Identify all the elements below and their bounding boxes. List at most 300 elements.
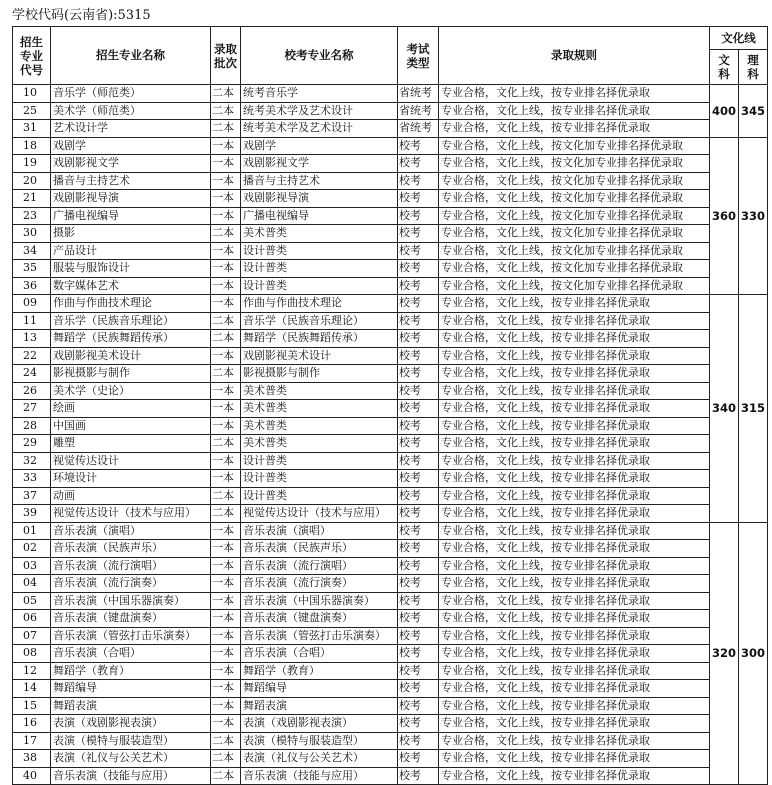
cell-code: 03 [13, 557, 51, 575]
header-wen-line-2: 科 [718, 67, 730, 81]
cell-code: 07 [13, 627, 51, 645]
cell-code: 06 [13, 610, 51, 628]
table-row [13, 487, 768, 505]
header-batch-line-2: 批次 [214, 55, 237, 70]
cell-exam-type: 校考 [398, 592, 439, 610]
cell-batch: 二本 [211, 120, 241, 138]
cell-major: 戏剧影视导演 [51, 190, 211, 208]
cell-batch: 一本 [211, 172, 241, 190]
table-row [13, 172, 768, 190]
cell-school-major: 美术普类 [241, 225, 398, 243]
cell-batch: 一本 [211, 155, 241, 173]
cell-code: 31 [13, 120, 51, 138]
cell-batch: 二本 [211, 102, 241, 120]
cell-major: 广播电视编导 [51, 207, 211, 225]
cell-code: 20 [13, 172, 51, 190]
table-row [13, 417, 768, 435]
cell-culture-li: 330 [739, 137, 768, 295]
cell-batch: 一本 [211, 347, 241, 365]
cell-school-major: 音乐表演（演唱） [241, 522, 398, 540]
cell-batch: 二本 [211, 732, 241, 750]
table-row [13, 627, 768, 645]
cell-batch: 二本 [211, 330, 241, 348]
cell-batch: 一本 [211, 417, 241, 435]
cell-exam-type: 校考 [398, 540, 439, 558]
cell-school-major: 表演（戏剧影视表演） [241, 715, 398, 733]
header-batch-line-1: 录取 [214, 41, 237, 56]
header-wen [710, 50, 739, 85]
cell-major: 美术学（师范类） [51, 102, 211, 120]
cell-exam-type: 校考 [398, 452, 439, 470]
cell-school-major: 音乐表演（中国乐器演奏） [241, 592, 398, 610]
table-row [13, 435, 768, 453]
table-row [13, 155, 768, 173]
cell-major: 音乐表演（民族声乐） [51, 540, 211, 558]
cell-exam-type: 校考 [398, 172, 439, 190]
cell-rule: 专业合格，文化上线，按专业排名择优录取 [439, 697, 710, 715]
cell-school-major: 戏剧影视导演 [241, 190, 398, 208]
cell-rule: 专业合格，文化上线，按文化加专业排名择优录取 [439, 260, 710, 278]
cell-major: 表演（模特与服装造型） [51, 732, 211, 750]
cell-school-major: 表演（模特与服装造型） [241, 732, 398, 750]
cell-code: 39 [13, 505, 51, 523]
cell-exam-type: 校考 [398, 522, 439, 540]
cell-rule: 专业合格，文化上线，按专业排名择优录取 [439, 382, 710, 400]
school-code-label: 学校代码(云南省):5315 [12, 8, 151, 23]
cell-rule: 专业合格，文化上线，按专业排名择优录取 [439, 102, 710, 120]
table-row [13, 85, 768, 103]
cell-code: 01 [13, 522, 51, 540]
cell-rule: 专业合格，文化上线，按专业排名择优录取 [439, 662, 710, 680]
table-row [13, 680, 768, 698]
table-row [13, 767, 768, 785]
cell-code: 05 [13, 592, 51, 610]
cell-code: 08 [13, 645, 51, 663]
cell-major: 音乐表演（键盘演奏） [51, 610, 211, 628]
cell-rule: 专业合格，文化上线，按专业排名择优录取 [439, 470, 710, 488]
cell-major: 绘画 [51, 400, 211, 418]
cell-rule: 专业合格，文化上线，按专业排名择优录取 [439, 522, 710, 540]
cell-rule: 专业合格，文化上线，按文化加专业排名择优录取 [439, 277, 710, 295]
cell-batch: 二本 [211, 487, 241, 505]
cell-exam-type: 校考 [398, 680, 439, 698]
cell-school-major: 美术普类 [241, 417, 398, 435]
header-li [739, 50, 768, 85]
cell-major: 音乐表演（合唱） [51, 645, 211, 663]
cell-major: 音乐表演（管弦打击乐演奏） [51, 627, 211, 645]
cell-rule: 专业合格，文化上线，按专业排名择优录取 [439, 732, 710, 750]
cell-rule: 专业合格，文化上线，按专业排名择优录取 [439, 645, 710, 663]
cell-exam-type: 校考 [398, 382, 439, 400]
cell-batch: 一本 [211, 137, 241, 155]
cell-batch: 一本 [211, 242, 241, 260]
cell-major: 舞蹈学（民族舞蹈传承） [51, 330, 211, 348]
cell-culture-li: 315 [739, 295, 768, 523]
cell-batch: 二本 [211, 365, 241, 383]
table-row [13, 610, 768, 628]
cell-major: 数字媒体艺术 [51, 277, 211, 295]
table-row [13, 557, 768, 575]
header-li-line-1: 理 [747, 53, 759, 67]
table-row [13, 382, 768, 400]
cell-batch: 一本 [211, 610, 241, 628]
cell-exam-type: 校考 [398, 242, 439, 260]
header-exam-type-line-1: 考试 [406, 41, 430, 56]
cell-rule: 专业合格，文化上线，按专业排名择优录取 [439, 435, 710, 453]
cell-code: 32 [13, 452, 51, 470]
cell-school-major: 戏剧影视美术设计 [241, 347, 398, 365]
cell-exam-type: 校考 [398, 155, 439, 173]
cell-batch: 一本 [211, 400, 241, 418]
cell-culture-wen: 340 [710, 295, 739, 523]
cell-exam-type: 校考 [398, 207, 439, 225]
cell-batch: 一本 [211, 382, 241, 400]
cell-exam-type: 校考 [398, 557, 439, 575]
cell-culture-li: 300 [739, 522, 768, 785]
cell-major: 动画 [51, 487, 211, 505]
cell-rule: 专业合格，文化上线，按专业排名择优录取 [439, 505, 710, 523]
cell-school-major: 戏剧学 [241, 137, 398, 155]
cell-exam-type: 校考 [398, 662, 439, 680]
cell-exam-type: 校考 [398, 312, 439, 330]
cell-code: 19 [13, 155, 51, 173]
cell-school-major: 舞蹈学（民族舞蹈传承） [241, 330, 398, 348]
table-row [13, 190, 768, 208]
cell-exam-type: 校考 [398, 260, 439, 278]
cell-major: 音乐表演（演唱） [51, 522, 211, 540]
cell-exam-type: 校考 [398, 505, 439, 523]
cell-rule: 专业合格，文化上线，按专业排名择优录取 [439, 715, 710, 733]
cell-batch: 二本 [211, 505, 241, 523]
table-row [13, 575, 768, 593]
cell-major: 音乐学（民族音乐理论） [51, 312, 211, 330]
cell-school-major: 统考音乐学 [241, 85, 398, 103]
cell-school-major: 播音与主持艺术 [241, 172, 398, 190]
cell-batch: 一本 [211, 260, 241, 278]
cell-rule: 专业合格，文化上线，按专业排名择优录取 [439, 330, 710, 348]
cell-school-major: 美术普类 [241, 382, 398, 400]
header-exam-type-line-2: 类型 [406, 55, 430, 70]
cell-rule: 专业合格，文化上线，按文化加专业排名择优录取 [439, 172, 710, 190]
cell-exam-type: 校考 [398, 295, 439, 313]
cell-rule: 专业合格，文化上线，按专业排名择优录取 [439, 592, 710, 610]
cell-major: 音乐表演（流行演唱） [51, 557, 211, 575]
cell-major: 影视摄影与制作 [51, 365, 211, 383]
cell-school-major: 音乐表演（合唱） [241, 645, 398, 663]
header-culture-line: 文化线 [710, 27, 768, 50]
cell-culture-wen: 400 [710, 85, 739, 138]
cell-exam-type: 校考 [398, 330, 439, 348]
cell-school-major: 表演（礼仪与公关艺术） [241, 750, 398, 768]
cell-exam-type: 校考 [398, 137, 439, 155]
cell-school-major: 设计普类 [241, 470, 398, 488]
cell-major: 戏剧影视文学 [51, 155, 211, 173]
cell-code: 33 [13, 470, 51, 488]
cell-culture-li: 345 [739, 85, 768, 138]
header-rule: 录取规则 [439, 27, 710, 85]
cell-exam-type: 校考 [398, 417, 439, 435]
cell-major: 音乐表演（流行演奏） [51, 575, 211, 593]
cell-rule: 专业合格，文化上线，按专业排名择优录取 [439, 347, 710, 365]
cell-school-major: 设计普类 [241, 277, 398, 295]
table-row [13, 645, 768, 663]
cell-rule: 专业合格，文化上线，按专业排名择优录取 [439, 767, 710, 785]
cell-exam-type: 省统考 [398, 120, 439, 138]
cell-major: 产品设计 [51, 242, 211, 260]
cell-batch: 一本 [211, 627, 241, 645]
cell-code: 24 [13, 365, 51, 383]
cell-major: 舞蹈学（教育） [51, 662, 211, 680]
cell-exam-type: 校考 [398, 697, 439, 715]
cell-code: 30 [13, 225, 51, 243]
cell-exam-type: 校考 [398, 400, 439, 418]
header-code-line-1: 招生 [20, 34, 43, 49]
cell-major: 美术学（史论） [51, 382, 211, 400]
cell-school-major: 统考美术学及艺术设计 [241, 102, 398, 120]
cell-major: 舞蹈编导 [51, 680, 211, 698]
cell-code: 14 [13, 680, 51, 698]
cell-code: 13 [13, 330, 51, 348]
cell-rule: 专业合格，文化上线，按专业排名择优录取 [439, 540, 710, 558]
cell-rule: 专业合格，文化上线，按文化加专业排名择优录取 [439, 242, 710, 260]
cell-major: 音乐表演（中国乐器演奏） [51, 592, 211, 610]
cell-code: 02 [13, 540, 51, 558]
cell-rule: 专业合格，文化上线，按文化加专业排名择优录取 [439, 207, 710, 225]
cell-exam-type: 校考 [398, 347, 439, 365]
cell-major: 音乐学（师范类） [51, 85, 211, 103]
cell-exam-type: 校考 [398, 732, 439, 750]
cell-exam-type: 校考 [398, 610, 439, 628]
cell-exam-type: 校考 [398, 365, 439, 383]
cell-exam-type: 校考 [398, 750, 439, 768]
table-row [13, 505, 768, 523]
cell-exam-type: 校考 [398, 225, 439, 243]
table-row [13, 592, 768, 610]
cell-school-major: 音乐表演（键盘演奏） [241, 610, 398, 628]
cell-exam-type: 校考 [398, 435, 439, 453]
cell-major: 摄影 [51, 225, 211, 243]
cell-batch: 一本 [211, 715, 241, 733]
cell-code: 23 [13, 207, 51, 225]
cell-batch: 一本 [211, 295, 241, 313]
cell-batch: 二本 [211, 225, 241, 243]
cell-major: 戏剧学 [51, 137, 211, 155]
cell-major: 戏剧影视美术设计 [51, 347, 211, 365]
header-batch [211, 27, 241, 85]
cell-school-major: 音乐表演（流行演奏） [241, 575, 398, 593]
table-row [13, 522, 768, 540]
cell-school-major: 统考美术学及艺术设计 [241, 120, 398, 138]
cell-culture-wen: 360 [710, 137, 739, 295]
table-row [13, 277, 768, 295]
cell-code: 26 [13, 382, 51, 400]
cell-rule: 专业合格，文化上线，按专业排名择优录取 [439, 680, 710, 698]
cell-batch: 一本 [211, 522, 241, 540]
cell-school-major: 音乐学（民族音乐理论） [241, 312, 398, 330]
cell-rule: 专业合格，文化上线，按专业排名择优录取 [439, 610, 710, 628]
cell-exam-type: 校考 [398, 575, 439, 593]
cell-batch: 二本 [211, 767, 241, 785]
cell-exam-type: 校考 [398, 470, 439, 488]
cell-batch: 一本 [211, 470, 241, 488]
cell-code: 09 [13, 295, 51, 313]
table-row [13, 312, 768, 330]
cell-exam-type: 校考 [398, 627, 439, 645]
cell-rule: 专业合格，文化上线，按专业排名择优录取 [439, 417, 710, 435]
cell-batch: 一本 [211, 557, 241, 575]
cell-code: 17 [13, 732, 51, 750]
cell-major: 服装与服饰设计 [51, 260, 211, 278]
cell-major: 雕塑 [51, 435, 211, 453]
cell-rule: 专业合格，文化上线，按专业排名择优录取 [439, 575, 710, 593]
cell-major: 艺术设计学 [51, 120, 211, 138]
cell-code: 21 [13, 190, 51, 208]
cell-batch: 一本 [211, 540, 241, 558]
cell-major: 视觉传达设计（技术与应用） [51, 505, 211, 523]
cell-major: 音乐表演（技能与应用） [51, 767, 211, 785]
cell-rule: 专业合格，文化上线，按专业排名择优录取 [439, 85, 710, 103]
cell-major: 中国画 [51, 417, 211, 435]
table-row [13, 715, 768, 733]
table-row [13, 330, 768, 348]
table-row [13, 207, 768, 225]
cell-school-major: 作曲与作曲技术理论 [241, 295, 398, 313]
cell-exam-type: 省统考 [398, 102, 439, 120]
table-row [13, 662, 768, 680]
table-row [13, 137, 768, 155]
cell-code: 37 [13, 487, 51, 505]
cell-rule: 专业合格，文化上线，按专业排名择优录取 [439, 365, 710, 383]
cell-exam-type: 省统考 [398, 85, 439, 103]
header-code-line-3: 代号 [20, 62, 43, 77]
cell-code: 27 [13, 400, 51, 418]
cell-code: 38 [13, 750, 51, 768]
cell-school-major: 舞蹈表演 [241, 697, 398, 715]
cell-batch: 一本 [211, 277, 241, 295]
header-major: 招生专业名称 [51, 27, 211, 85]
cell-school-major: 音乐表演（技能与应用） [241, 767, 398, 785]
table-row [13, 225, 768, 243]
cell-school-major: 美术普类 [241, 400, 398, 418]
table-row [13, 400, 768, 418]
cell-rule: 专业合格，文化上线，按专业排名择优录取 [439, 487, 710, 505]
cell-school-major: 戏剧影视文学 [241, 155, 398, 173]
cell-rule: 专业合格，文化上线，按文化加专业排名择优录取 [439, 137, 710, 155]
cell-rule: 专业合格，文化上线，按专业排名择优录取 [439, 120, 710, 138]
cell-code: 15 [13, 697, 51, 715]
cell-school-major: 设计普类 [241, 452, 398, 470]
cell-rule: 专业合格，文化上线，按专业排名择优录取 [439, 295, 710, 313]
cell-major: 环境设计 [51, 470, 211, 488]
cell-exam-type: 校考 [398, 715, 439, 733]
cell-school-major: 音乐表演（民族声乐） [241, 540, 398, 558]
table-row [13, 452, 768, 470]
cell-code: 36 [13, 277, 51, 295]
table-body [13, 85, 768, 785]
cell-code: 40 [13, 767, 51, 785]
cell-major: 播音与主持艺术 [51, 172, 211, 190]
cell-code: 35 [13, 260, 51, 278]
table-row [13, 470, 768, 488]
table-row [13, 260, 768, 278]
cell-rule: 专业合格，文化上线，按专业排名择优录取 [439, 627, 710, 645]
table-row [13, 102, 768, 120]
cell-batch: 一本 [211, 452, 241, 470]
cell-exam-type: 校考 [398, 277, 439, 295]
cell-code: 29 [13, 435, 51, 453]
cell-code: 28 [13, 417, 51, 435]
table-row [13, 750, 768, 768]
cell-code: 25 [13, 102, 51, 120]
cell-code: 04 [13, 575, 51, 593]
table-row [13, 347, 768, 365]
table-row [13, 365, 768, 383]
cell-batch: 二本 [211, 312, 241, 330]
cell-school-major: 影视摄影与制作 [241, 365, 398, 383]
cell-rule: 专业合格，文化上线，按专业排名择优录取 [439, 400, 710, 418]
cell-school-major: 广播电视编导 [241, 207, 398, 225]
header-school-major: 校考专业名称 [241, 27, 398, 85]
cell-school-major: 舞蹈编导 [241, 680, 398, 698]
cell-batch: 一本 [211, 662, 241, 680]
cell-batch: 一本 [211, 190, 241, 208]
cell-batch: 一本 [211, 645, 241, 663]
cell-code: 11 [13, 312, 51, 330]
header-li-line-2: 科 [747, 67, 759, 81]
header-code [13, 27, 51, 85]
cell-school-major: 设计普类 [241, 487, 398, 505]
table-row [13, 697, 768, 715]
cell-exam-type: 校考 [398, 190, 439, 208]
table-row [13, 540, 768, 558]
cell-exam-type: 校考 [398, 645, 439, 663]
cell-rule: 专业合格，文化上线，按专业排名择优录取 [439, 750, 710, 768]
cell-rule: 专业合格，文化上线，按专业排名择优录取 [439, 452, 710, 470]
cell-code: 12 [13, 662, 51, 680]
cell-exam-type: 校考 [398, 487, 439, 505]
cell-school-major: 音乐表演（管弦打击乐演奏） [241, 627, 398, 645]
cell-school-major: 视觉传达设计（技术与应用） [241, 505, 398, 523]
table-row [13, 732, 768, 750]
cell-batch: 一本 [211, 592, 241, 610]
cell-exam-type: 校考 [398, 767, 439, 785]
header-exam-type [398, 27, 439, 85]
cell-batch: 二本 [211, 435, 241, 453]
cell-code: 18 [13, 137, 51, 155]
cell-major: 表演（礼仪与公关艺术） [51, 750, 211, 768]
cell-school-major: 设计普类 [241, 242, 398, 260]
cell-batch: 一本 [211, 697, 241, 715]
cell-batch: 二本 [211, 750, 241, 768]
cell-major: 视觉传达设计 [51, 452, 211, 470]
cell-major: 表演（戏剧影视表演） [51, 715, 211, 733]
cell-culture-wen: 320 [710, 522, 739, 785]
header-wen-line-1: 文 [718, 53, 730, 67]
cell-rule: 专业合格，文化上线，按专业排名择优录取 [439, 312, 710, 330]
cell-rule: 专业合格，文化上线，按专业排名择优录取 [439, 557, 710, 575]
cell-batch: 一本 [211, 207, 241, 225]
table-row [13, 120, 768, 138]
cell-major: 舞蹈表演 [51, 697, 211, 715]
cell-code: 10 [13, 85, 51, 103]
cell-rule: 专业合格，文化上线，按文化加专业排名择优录取 [439, 155, 710, 173]
cell-major: 作曲与作曲技术理论 [51, 295, 211, 313]
cell-rule: 专业合格，文化上线，按文化加专业排名择优录取 [439, 225, 710, 243]
admission-table [12, 26, 768, 785]
cell-code: 16 [13, 715, 51, 733]
cell-code: 22 [13, 347, 51, 365]
cell-school-major: 音乐表演（流行演唱） [241, 557, 398, 575]
